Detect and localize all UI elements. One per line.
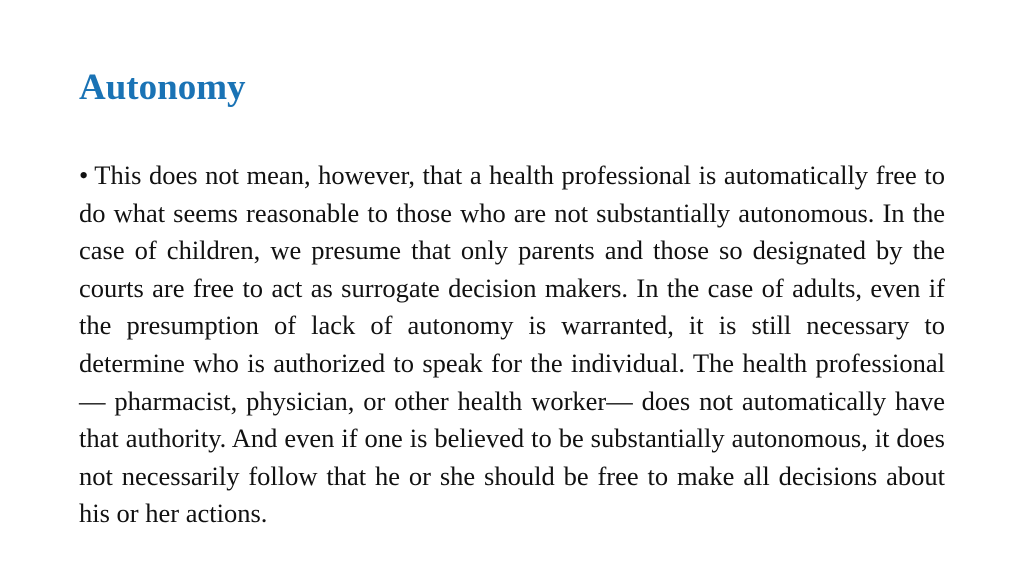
paragraph-text: This does not mean, however, that a health professional is automatically free to do what seems reasonable to those who are not substantially autonomous. In the case of children, we presume that only parents and those so designated by the courts are free to act as surrogate decision makers. In the case of adults, even if the presumption of lack of autonomy is warranted, it is still necessary to determine who is authorized to speak for the individual. The health professional — pharmacist, physician, or other health worker— does not automatically have that authority. And even if one is believed to be substantially autonomous, it does not necessarily follow that he or she should be free to make all decisions about his or her actions. bbox=[79, 160, 945, 529]
bullet-paragraph bbox=[79, 157, 945, 533]
slide-title: Autonomy bbox=[79, 67, 246, 108]
bullet-icon: • bbox=[79, 160, 89, 190]
